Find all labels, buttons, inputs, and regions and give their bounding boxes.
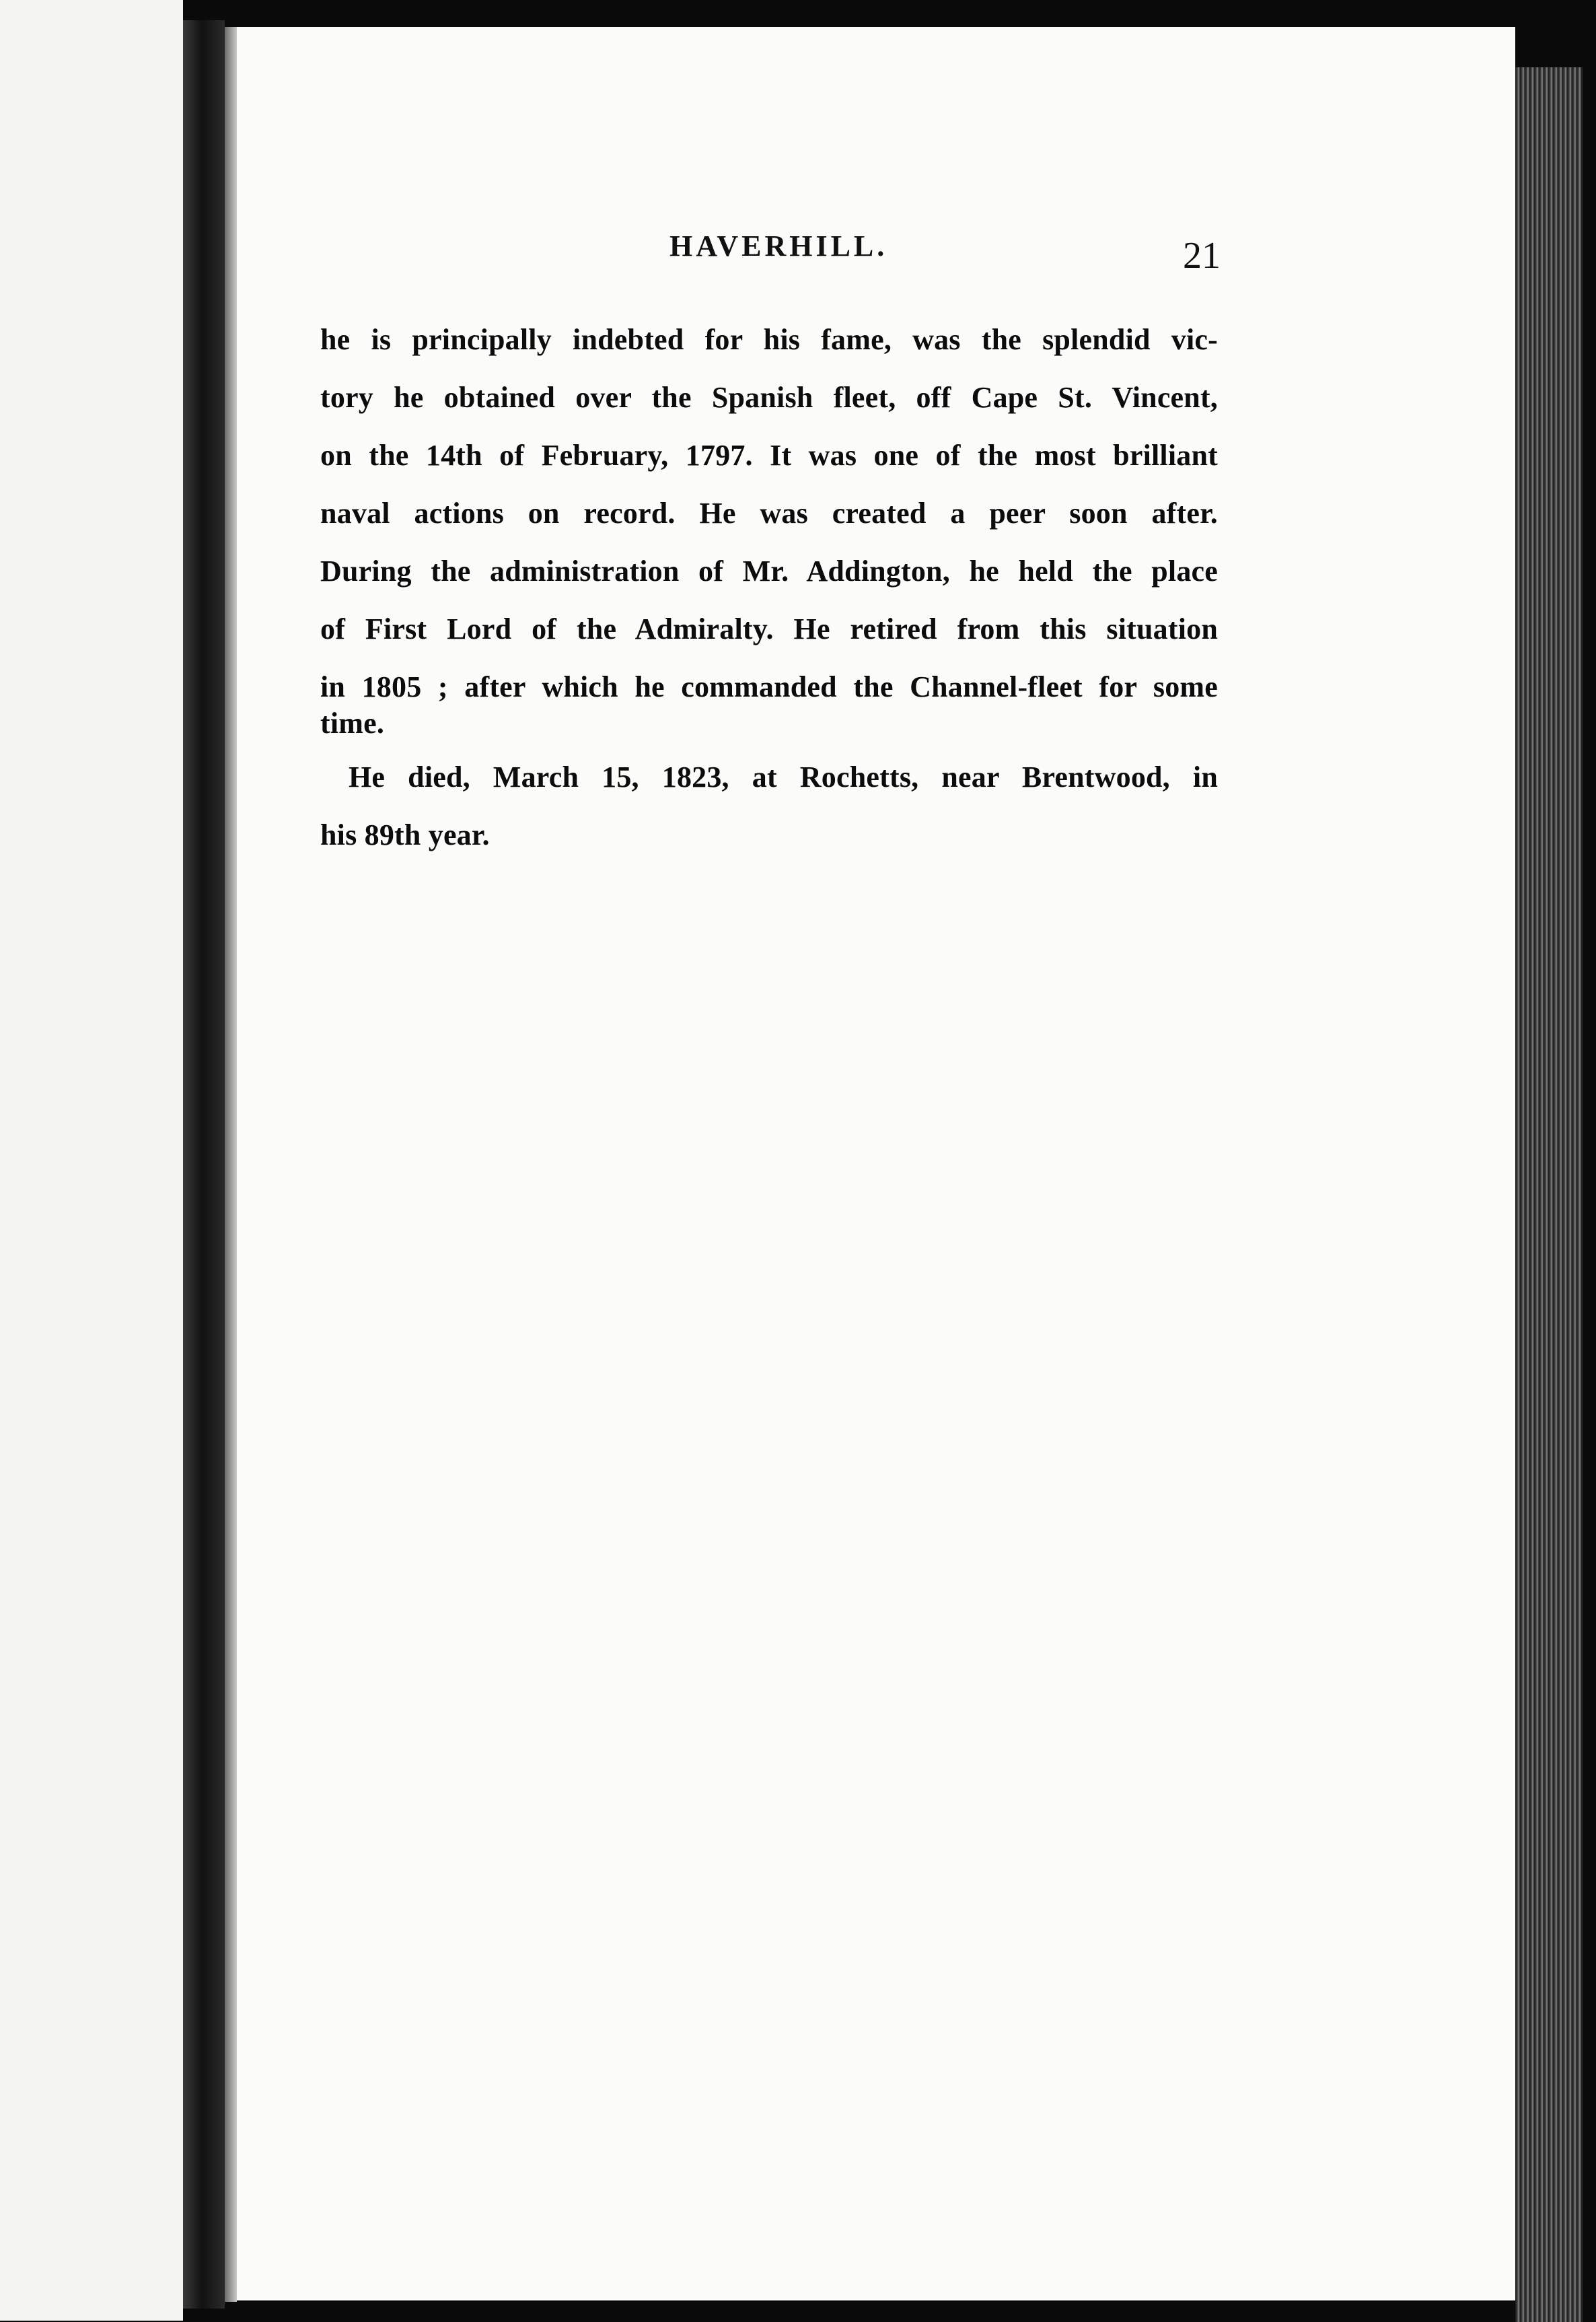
- facing-page: [0, 0, 183, 2321]
- gutter-shadow: [225, 27, 237, 2302]
- text-line: on the 14th of February, 1797. It was one of the most brilliant: [320, 439, 1218, 472]
- page-edges: [1515, 67, 1583, 2322]
- text-line: tory he obtained over the Spanish fleet, off Cape St. Vincent,: [320, 381, 1218, 414]
- running-head: HAVERHILL.: [669, 230, 888, 262]
- text-line: in 1805 ; after which he commanded the Channel-fleet for some: [320, 670, 1218, 703]
- book-page: [237, 27, 1515, 2300]
- text-line: He died, March 15, 1823, at Rochetts, near Brentwood, in: [349, 761, 1218, 794]
- text-line: During the administration of Mr. Addington, he held the place: [320, 555, 1218, 588]
- text-line: time.: [320, 707, 385, 740]
- text-line: he is principally indebted for his fame, was the splendid vic-: [320, 323, 1218, 356]
- text-line: his 89th year.: [320, 818, 490, 851]
- book-gutter: [183, 20, 225, 2309]
- page-number: 21: [1183, 235, 1221, 277]
- text-line: naval actions on record. He was created a peer soon after.: [320, 497, 1218, 530]
- text-line: of First Lord of the Admiralty. He retired from this situation: [320, 612, 1218, 645]
